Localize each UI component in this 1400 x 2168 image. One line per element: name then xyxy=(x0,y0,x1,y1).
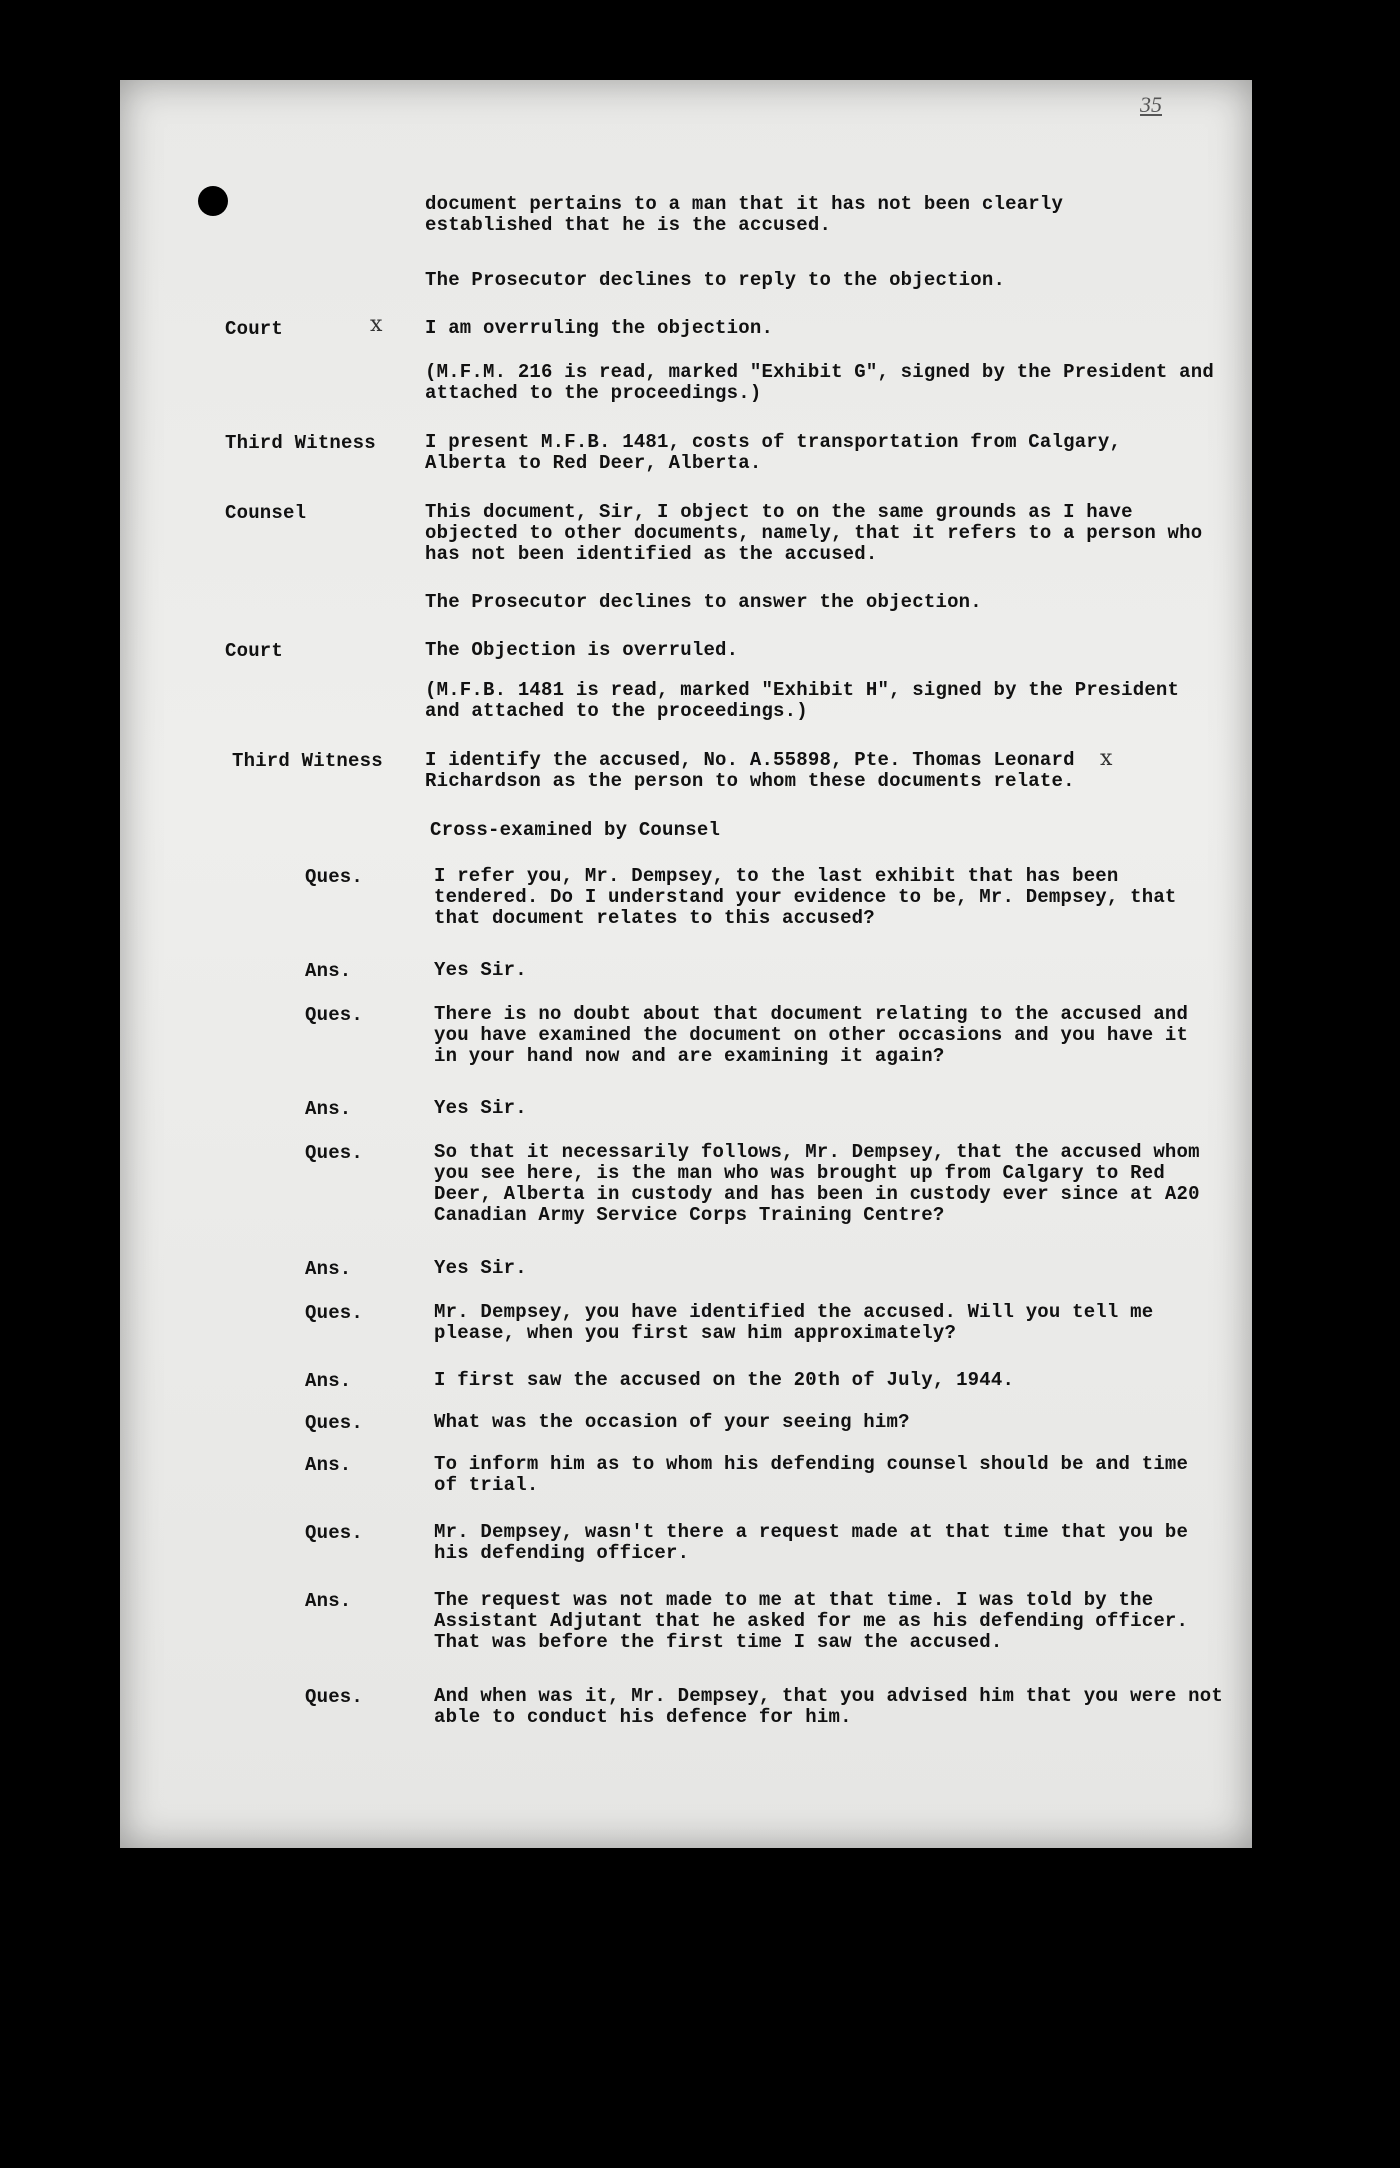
entry-text: Mr. Dempsey, wasn't there a request made at that time that you be his defending officer. xyxy=(434,1521,1189,1564)
entry-text: I present M.F.B. 1481, costs of transportation from Calgary, Alberta to Red Deer, Alberta. xyxy=(425,431,1122,474)
entry-text: The Prosecutor declines to answer the objection. xyxy=(425,591,982,613)
speaker-label: Court xyxy=(225,640,284,662)
speaker-label: Counsel xyxy=(225,502,307,524)
speaker-label: Ans. xyxy=(305,1590,352,1612)
entry-text: document pertains to a man that it has not been clearly established that he is the accused. xyxy=(425,193,1064,236)
entry-text: And when was it, Mr. Dempsey, that you advised him that you were not able to conduct his defence for him. xyxy=(434,1685,1223,1728)
speaker-label: Court xyxy=(225,318,284,340)
entry-text: To inform him as to whom his defending counsel should be and time of trial. xyxy=(434,1453,1189,1496)
entry-text: So that it necessarily follows, Mr. Dempsey, that the accused whom you see here, is the man who was brought up from Calgary to Red Deer, Alberta in custody and has been in custody ever since at A20 Canadian Army Service Corps Training Centre? xyxy=(434,1141,1200,1226)
entry-text: (M.F.B. 1481 is read, marked "Exhibit H", signed by the President and attached to the proceedings.) xyxy=(425,679,1180,722)
speaker-label: Ans. xyxy=(305,1454,352,1476)
entry-text: What was the occasion of your seeing him? xyxy=(434,1411,910,1433)
entry-text: (M.F.M. 216 is read, marked "Exhibit G", signed by the President and attached to the proceedings.) xyxy=(425,361,1214,404)
entry-text: The request was not made to me at that time. I was told by the Assistant Adjutant that he asked for me as his defending officer. That was before the first time I saw the accused. xyxy=(434,1589,1189,1653)
entry-text: I identify the accused, No. A.55898, Pte. Thomas Leonard Richardson as the person to whom these documents relate. xyxy=(425,749,1075,792)
speaker-label: Third Witness xyxy=(232,750,383,772)
punch-hole xyxy=(198,186,228,216)
speaker-label: Ans. xyxy=(305,1098,352,1120)
entry-text: Yes Sir. xyxy=(434,1257,527,1279)
speaker-label: Ques. xyxy=(305,1522,364,1544)
entry-text: The Prosecutor declines to reply to the objection. xyxy=(425,269,1006,291)
speaker-label: Ques. xyxy=(305,1004,364,1026)
speaker-label: Ques. xyxy=(305,1686,364,1708)
entry-text: There is no doubt about that document relating to the accused and you have examined the document on other occasions and you have it in your hand now and are examining it again? xyxy=(434,1003,1189,1067)
speaker-label: Ans. xyxy=(305,1258,352,1280)
document-page xyxy=(120,80,1252,1848)
entry-text: Yes Sir. xyxy=(434,959,527,981)
entry-text: The Objection is overruled. xyxy=(425,639,739,661)
entry-text: Mr. Dempsey, you have identified the accused. Will you tell me please, when you first saw him approximately? xyxy=(434,1301,1154,1344)
speaker-label: Ques. xyxy=(305,1302,364,1324)
speaker-label: Ques. xyxy=(305,1142,364,1164)
entry-text: Yes Sir. xyxy=(434,1097,527,1119)
speaker-label: Third Witness xyxy=(225,432,376,454)
page-number: 35 xyxy=(1140,92,1162,117)
handwritten-check-mark: ⅹ xyxy=(370,312,383,337)
speaker-label: Ques. xyxy=(305,866,364,888)
speaker-label: Ans. xyxy=(305,960,352,982)
entry-text: I refer you, Mr. Dempsey, to the last exhibit that has been tendered. Do I understand your evidence to be, Mr. Dempsey, that that document relates to this accused? xyxy=(434,865,1177,929)
entry-text: This document, Sir, I object to on the same grounds as I have objected to other documents, namely, that it refers to a person who has not been identified as the accused. xyxy=(425,501,1203,565)
section-heading: Cross-examined by Counsel xyxy=(430,819,721,841)
entry-text: I first saw the accused on the 20th of July, 1944. xyxy=(434,1369,1015,1391)
entry-text: I am overruling the objection. xyxy=(425,317,774,339)
speaker-label: Ans. xyxy=(305,1370,352,1392)
speaker-label: Ques. xyxy=(305,1412,364,1434)
handwritten-check-mark: ⅹ xyxy=(1100,746,1113,771)
